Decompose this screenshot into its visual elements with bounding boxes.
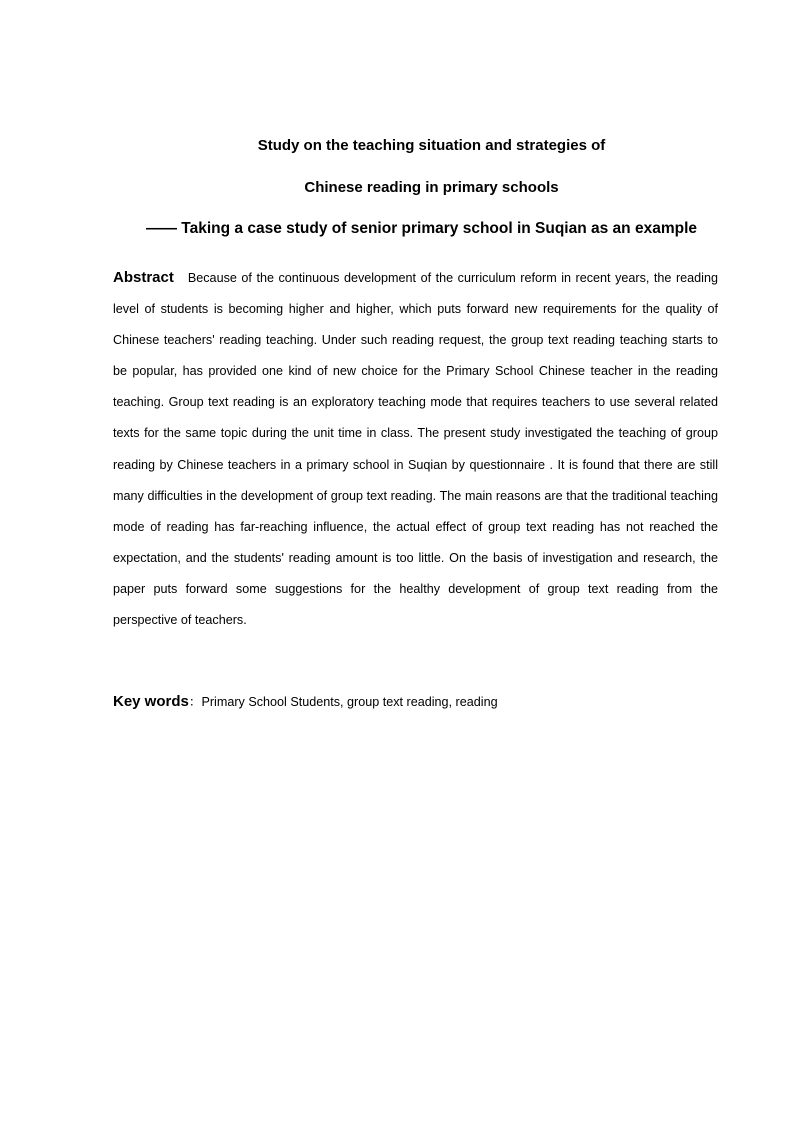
title-line-1: Study on the teaching situation and strategies of xyxy=(257,137,606,154)
title-line-2: Chinese reading in primary schools xyxy=(304,179,559,196)
keywords-separator: ： xyxy=(188,695,202,709)
abstract-paragraph xyxy=(113,262,718,636)
subtitle: —— Taking a case study of senior primary school in Suqian as an example xyxy=(146,220,697,237)
abstract-text: Because of the continuous development of the curriculum reform in recent years, the reading level of students is becoming higher and higher, which puts forward new requirements for the quality of Chinese teachers' reading teaching. Under such reading request, the group text reading teaching starts to be popular, has provided one kind of new choice for the Primary School Chinese teacher in the reading teaching. Group text reading is an exploratory teaching mode that requires teachers to use several related texts for the same topic during the unit time in class. The present study investigated the teaching of group reading by Chinese teachers in a primary school in Suqian by questionnaire . It is found that there are still many difficulties in the development of group text reading. The main reasons are that the traditional teaching mode of reading has far-reaching influence, the actual effect of group text reading has not reached the expectation, and the students' reading amount is too little. On the basis of investigation and research, the paper puts forward some suggestions for the healthy development of group text reading from the perspective of teachers. xyxy=(113,271,718,628)
keywords-text: Primary School Students, group text reading, reading xyxy=(201,695,498,709)
keywords-label: Key words xyxy=(113,693,189,710)
keywords-line xyxy=(113,688,718,716)
abstract-label: Abstract xyxy=(113,269,174,286)
